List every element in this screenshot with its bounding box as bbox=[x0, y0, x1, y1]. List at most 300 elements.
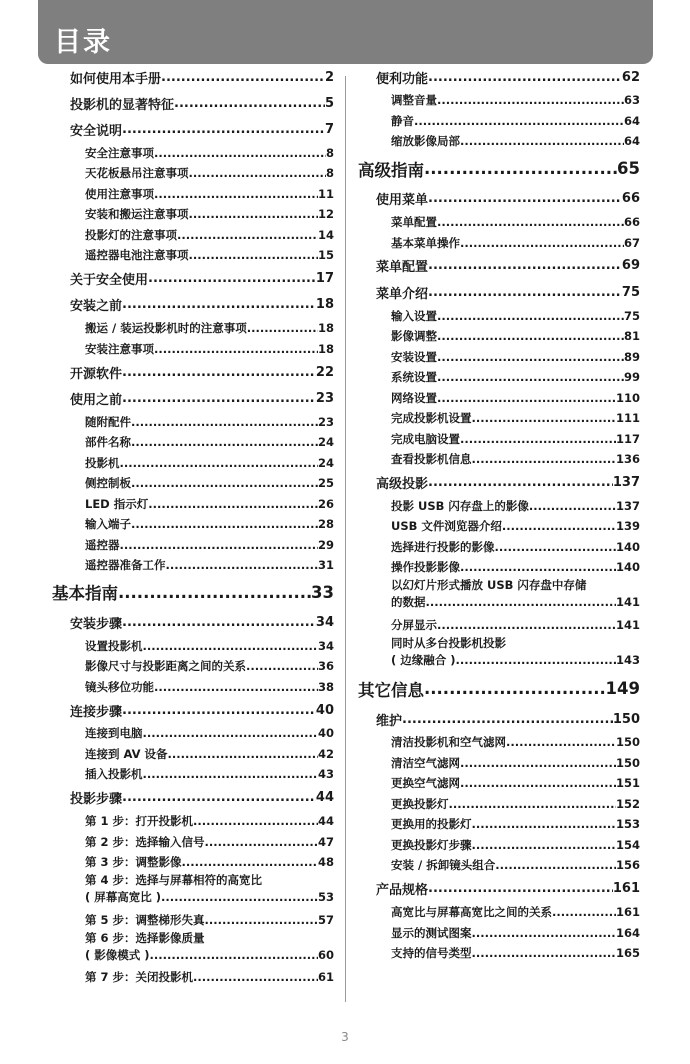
toc-entry[interactable] bbox=[358, 305, 640, 326]
dot-leader bbox=[189, 166, 326, 180]
toc-entry-title: 安装和搬运注意事项 bbox=[85, 207, 189, 222]
toc-entry-page: 62 bbox=[621, 69, 640, 85]
toc-entry-page: 140 bbox=[615, 560, 640, 575]
dot-leader bbox=[120, 538, 318, 552]
dot-leader bbox=[161, 890, 318, 904]
toc-entry[interactable] bbox=[358, 732, 640, 753]
toc-entry[interactable] bbox=[52, 452, 334, 473]
dot-leader bbox=[437, 329, 624, 343]
toc-entry-page: 25 bbox=[317, 476, 334, 491]
toc-entry-page: 34 bbox=[315, 614, 334, 630]
toc-entry-page: 28 bbox=[317, 517, 334, 532]
toc-entry-page: 44 bbox=[315, 790, 334, 806]
toc-entry[interactable] bbox=[358, 367, 640, 388]
dot-leader bbox=[428, 191, 622, 206]
toc-entry-title: 侧控制板 bbox=[85, 476, 131, 491]
toc-entry[interactable] bbox=[52, 930, 334, 967]
toc-entry-title-cont: 的数据 bbox=[391, 595, 426, 610]
toc-entry[interactable] bbox=[52, 385, 334, 411]
dot-leader bbox=[402, 712, 613, 727]
toc-entry-title: 菜单配置 bbox=[376, 260, 429, 276]
toc-entry-page: 161 bbox=[615, 905, 640, 920]
toc-entry-page: 153 bbox=[615, 817, 640, 832]
toc-entry-title: 镜头移位功能 bbox=[85, 679, 154, 694]
toc-entry[interactable] bbox=[358, 706, 640, 732]
toc-entry[interactable] bbox=[52, 116, 334, 142]
toc-entry-title: 关于安全使用 bbox=[70, 273, 149, 289]
toc-entry-title: 使用注意事项 bbox=[85, 186, 154, 201]
toc-entry[interactable] bbox=[52, 411, 334, 432]
toc-entry[interactable] bbox=[52, 831, 334, 852]
toc-entry-title: 更换投影灯步骤 bbox=[391, 837, 472, 852]
toc-entry[interactable] bbox=[358, 64, 640, 90]
dot-leader bbox=[182, 855, 318, 869]
toc-entry-title: 遥控器电池注意事项 bbox=[85, 248, 189, 263]
toc-entry-page: 53 bbox=[317, 890, 334, 905]
toc-entry[interactable] bbox=[52, 697, 334, 723]
dot-leader bbox=[437, 391, 616, 405]
toc-entry-title: 影像调整 bbox=[391, 329, 437, 343]
toc-entry-page: 165 bbox=[615, 946, 640, 961]
toc-entry-title: 产品规格 bbox=[376, 883, 429, 899]
toc-entry-title: 完成投影机设置 bbox=[391, 411, 472, 425]
toc-entry-page: 75 bbox=[623, 308, 640, 323]
toc-entry[interactable] bbox=[358, 557, 640, 578]
toc-entry-title: 基本指南 bbox=[52, 584, 118, 604]
toc-entry[interactable] bbox=[52, 555, 334, 576]
toc-entry-title: 第 7 步：关闭投影机 bbox=[85, 970, 194, 985]
toc-entry[interactable] bbox=[52, 534, 334, 555]
toc-entry[interactable] bbox=[52, 677, 334, 698]
toc-entry-title: 菜单介绍 bbox=[376, 286, 429, 302]
toc-section[interactable] bbox=[358, 672, 640, 706]
toc-entry[interactable] bbox=[358, 635, 640, 672]
dot-leader bbox=[502, 519, 616, 533]
dot-leader bbox=[495, 540, 616, 554]
toc-entry[interactable] bbox=[52, 245, 334, 266]
toc-entry-title: 安装设置 bbox=[391, 349, 437, 364]
toc-entry-title: 维护 bbox=[376, 713, 403, 729]
toc-entry-page: 38 bbox=[317, 679, 334, 694]
toc-entry-title: 查看投影机信息 bbox=[391, 452, 472, 466]
toc-entry-page: 137 bbox=[612, 474, 640, 490]
dot-leader bbox=[122, 790, 316, 805]
toc-entry[interactable] bbox=[358, 495, 640, 516]
dot-leader bbox=[131, 415, 318, 429]
toc-entry-title: 其它信息 bbox=[358, 680, 424, 700]
dot-leader bbox=[168, 747, 318, 761]
toc-entry[interactable] bbox=[358, 253, 640, 279]
toc-entry-title: 使用菜单 bbox=[376, 193, 429, 209]
dot-leader bbox=[472, 946, 616, 960]
dot-leader bbox=[143, 767, 318, 781]
dot-leader bbox=[166, 558, 318, 572]
toc-entry[interactable] bbox=[358, 428, 640, 449]
toc-entry-title: 调整音量 bbox=[391, 93, 437, 108]
toc-entry-title: LED 指示灯 bbox=[85, 496, 149, 511]
toc-entry[interactable] bbox=[52, 852, 334, 873]
toc-entry-page: 81 bbox=[623, 329, 640, 343]
toc-entry-page: 43 bbox=[317, 767, 334, 782]
toc-entry[interactable] bbox=[358, 469, 640, 495]
toc-entry[interactable] bbox=[358, 232, 640, 253]
toc-entry-page: 150 bbox=[615, 755, 640, 770]
toc-entry[interactable] bbox=[52, 318, 334, 339]
dot-leader bbox=[131, 476, 318, 490]
toc-right-column bbox=[358, 64, 640, 963]
toc-entry[interactable] bbox=[52, 636, 334, 657]
toc-entry-title: 输入端子 bbox=[85, 517, 131, 532]
dot-leader bbox=[189, 207, 318, 221]
toc-entry-page: 156 bbox=[615, 858, 640, 873]
dot-leader bbox=[437, 350, 624, 364]
toc-entry-title: 第 1 步：打开投影机 bbox=[85, 814, 194, 829]
toc-entry[interactable] bbox=[358, 922, 640, 943]
toc-entry-title: 第 4 步：选择与屏幕相符的高宽比 bbox=[85, 873, 263, 888]
toc-entry-title: 安装 / 拆卸镜头组合 bbox=[391, 858, 496, 873]
toc-entry-page: 137 bbox=[615, 498, 640, 513]
toc-entry-page: 117 bbox=[615, 431, 640, 446]
toc-entry-title: 基本菜单操作 bbox=[391, 235, 460, 250]
dot-leader bbox=[428, 881, 613, 896]
toc-entry-title: 投影步骤 bbox=[70, 792, 123, 808]
dot-leader bbox=[177, 228, 318, 242]
dot-leader bbox=[460, 776, 616, 790]
dot-leader bbox=[174, 96, 325, 111]
toc-entry-page: 161 bbox=[612, 881, 640, 897]
toc-entry-title: 分屏显示 bbox=[391, 617, 437, 632]
toc-entry[interactable] bbox=[358, 773, 640, 794]
toc-entry-page: 40 bbox=[315, 702, 334, 718]
dot-leader bbox=[148, 271, 316, 286]
toc-entry-title: USB 文件浏览器介绍 bbox=[391, 519, 502, 534]
toc-entry-title: 便利功能 bbox=[376, 71, 429, 87]
dot-leader bbox=[414, 114, 624, 128]
dot-leader bbox=[472, 838, 616, 852]
toc-entry[interactable] bbox=[52, 744, 334, 765]
toc-entry-title: 安装注意事项 bbox=[85, 341, 154, 356]
toc-entry-title: 投影灯的注意事项 bbox=[85, 227, 177, 242]
toc-entry[interactable] bbox=[52, 514, 334, 535]
dot-leader bbox=[161, 70, 325, 85]
toc-entry-title: 遥控器 bbox=[85, 537, 120, 552]
toc-entry-title: 显示的测试图案 bbox=[391, 925, 472, 940]
toc-entry-title: 安全注意事项 bbox=[85, 145, 154, 160]
toc-entry[interactable] bbox=[52, 338, 334, 359]
dot-leader bbox=[131, 517, 318, 531]
toc-entry-page: 36 bbox=[317, 659, 334, 674]
toc-entry-page: 63 bbox=[623, 93, 640, 108]
toc-entry-page: 75 bbox=[621, 284, 640, 300]
toc-entry[interactable] bbox=[52, 872, 334, 909]
toc-entry-page: 149 bbox=[605, 679, 640, 699]
toc-entry-title: 遥控器准备工作 bbox=[85, 558, 166, 573]
toc-entry[interactable] bbox=[358, 614, 640, 635]
toc-entry-page: 111 bbox=[615, 411, 640, 425]
toc-entry-page: 40 bbox=[317, 726, 334, 741]
dot-leader bbox=[456, 653, 616, 667]
toc-entry[interactable] bbox=[358, 794, 640, 815]
toc-entry-page: 24 bbox=[317, 455, 334, 470]
dot-leader bbox=[437, 309, 624, 323]
toc-entry[interactable] bbox=[358, 111, 640, 132]
dot-leader bbox=[247, 321, 318, 335]
dot-leader bbox=[472, 452, 616, 466]
toc-entry-title: 更换用的投影灯 bbox=[391, 817, 472, 832]
toc-entry-title: 操作投影影像 bbox=[391, 560, 460, 575]
toc-entry-title: 连接步骤 bbox=[70, 704, 123, 720]
dot-leader bbox=[426, 595, 616, 609]
toc-entry[interactable] bbox=[358, 753, 640, 774]
toc-entry-page: 154 bbox=[615, 837, 640, 852]
toc-entry-title-cont: ( 屏幕高宽比 ) bbox=[85, 890, 162, 905]
toc-entry[interactable] bbox=[52, 473, 334, 494]
toc-entry-page: 26 bbox=[317, 496, 334, 511]
toc-entry[interactable] bbox=[358, 212, 640, 233]
toc-entry[interactable] bbox=[358, 131, 640, 152]
toc-entry-page: 66 bbox=[623, 215, 640, 230]
dot-leader bbox=[424, 679, 606, 698]
toc-entry[interactable] bbox=[52, 163, 334, 184]
toc-entry-title: 影像尺寸与投影距离之间的关系 bbox=[85, 659, 246, 674]
toc-entry-page: 139 bbox=[615, 519, 640, 534]
toc-entry-title: 天花板悬吊注意事项 bbox=[85, 166, 189, 181]
toc-entry[interactable] bbox=[358, 855, 640, 876]
toc-entry[interactable] bbox=[52, 493, 334, 514]
toc-entry-page: 23 bbox=[317, 414, 334, 429]
toc-entry-page: 110 bbox=[615, 390, 640, 405]
dot-leader bbox=[529, 499, 616, 513]
dot-leader bbox=[437, 370, 624, 384]
dot-leader bbox=[437, 93, 624, 107]
toc-entry-title: 支持的信号类型 bbox=[391, 946, 472, 961]
toc-entry-page: 57 bbox=[317, 912, 334, 927]
dot-leader bbox=[460, 560, 616, 574]
dot-leader bbox=[472, 817, 616, 831]
toc-entry[interactable] bbox=[52, 811, 334, 832]
toc-entry-title: 设置投影机 bbox=[85, 638, 143, 653]
toc-entry-page: 8 bbox=[325, 145, 334, 160]
toc-entry-title-cont: ( 影像模式 ) bbox=[85, 947, 150, 962]
toc-entry-page: 89 bbox=[623, 349, 640, 364]
toc-entry-page: 31 bbox=[317, 558, 334, 573]
toc-entry-page: 69 bbox=[621, 258, 640, 274]
toc-entry[interactable] bbox=[52, 90, 334, 116]
toc-entry-page: 22 bbox=[315, 364, 334, 380]
toc-entry-page: 141 bbox=[615, 617, 640, 632]
toc-entry-page: 140 bbox=[615, 539, 640, 554]
toc-entry[interactable] bbox=[358, 326, 640, 347]
dot-leader bbox=[122, 615, 316, 630]
toc-entry-title: 清洁投影机和空气滤网 bbox=[391, 735, 506, 750]
dot-leader bbox=[189, 248, 318, 262]
toc-entry-page: 64 bbox=[623, 134, 640, 149]
toc-entry-page: 24 bbox=[317, 435, 334, 450]
dot-leader bbox=[246, 659, 318, 673]
toc-entry-page: 48 bbox=[317, 855, 334, 870]
dot-leader bbox=[495, 858, 616, 872]
dot-leader bbox=[193, 970, 318, 984]
toc-entry[interactable] bbox=[52, 204, 334, 225]
toc-entry-page: 164 bbox=[615, 925, 640, 940]
toc-entry-title: 第 2 步：选择输入信号 bbox=[85, 834, 205, 849]
dot-leader bbox=[148, 497, 318, 511]
toc-entry-page: 5 bbox=[324, 95, 334, 111]
dot-leader bbox=[154, 146, 326, 160]
toc-entry-page: 33 bbox=[311, 582, 334, 602]
toc-entry-page: 23 bbox=[315, 390, 334, 406]
toc-entry[interactable] bbox=[52, 764, 334, 785]
dot-leader bbox=[193, 814, 318, 828]
toc-entry-title: 随附配件 bbox=[85, 414, 131, 429]
toc-entry[interactable] bbox=[358, 90, 640, 111]
dot-leader bbox=[150, 948, 318, 962]
dot-leader bbox=[428, 475, 613, 490]
toc-entry-title: 第 3 步：调整影像 bbox=[85, 855, 182, 870]
toc-entry[interactable] bbox=[52, 656, 334, 677]
dot-leader bbox=[460, 236, 624, 250]
toc-entry-page: 34 bbox=[317, 638, 334, 653]
toc-entry-page: 47 bbox=[317, 834, 334, 849]
dot-leader bbox=[205, 913, 318, 927]
toc-entry-title: 投影机 bbox=[85, 455, 120, 470]
toc-entry-title: 清洁空气滤网 bbox=[391, 755, 460, 770]
toc-entry-page: 151 bbox=[615, 776, 640, 791]
toc-entry-title: 以幻灯片形式播放 USB 闪存盘中存储 bbox=[391, 578, 587, 593]
dot-leader bbox=[122, 703, 316, 718]
dot-leader bbox=[428, 285, 622, 300]
toc-entry-page: 17 bbox=[315, 271, 334, 287]
column-divider bbox=[345, 76, 346, 1002]
toc-entry[interactable] bbox=[52, 609, 334, 635]
toc-entry-page: 11 bbox=[317, 186, 334, 201]
toc-entry-title: 菜单配置 bbox=[391, 215, 437, 230]
dot-leader bbox=[460, 756, 616, 770]
toc-entry[interactable] bbox=[52, 225, 334, 246]
toc-entry[interactable] bbox=[52, 967, 334, 988]
toc-entry[interactable] bbox=[52, 184, 334, 205]
toc-entry-page: 44 bbox=[317, 814, 334, 829]
toc-entry-page: 61 bbox=[317, 970, 334, 985]
toc-entry[interactable] bbox=[358, 943, 640, 964]
toc-entry-page: 29 bbox=[317, 537, 334, 552]
toc-section[interactable] bbox=[358, 152, 640, 186]
page-number: 3 bbox=[341, 1030, 349, 1044]
toc-section[interactable] bbox=[52, 575, 334, 609]
dot-leader bbox=[428, 70, 622, 85]
dot-leader bbox=[122, 122, 325, 137]
toc-entry-title: 如何使用本手册 bbox=[70, 71, 162, 87]
toc-entry-title: 同时从多台投影机投影 bbox=[391, 635, 506, 650]
toc-entry-page: 8 bbox=[325, 166, 334, 181]
dot-leader bbox=[131, 435, 318, 449]
toc-entry-title: 完成电脑设置 bbox=[391, 431, 460, 446]
toc-entry[interactable] bbox=[358, 902, 640, 923]
dot-leader bbox=[122, 391, 316, 406]
toc-entry-title: 连接到 AV 设备 bbox=[85, 746, 168, 761]
toc-entry[interactable] bbox=[52, 64, 334, 90]
toc-entry-page: 18 bbox=[317, 341, 334, 356]
dot-leader bbox=[460, 432, 616, 446]
toc-entry-page: 136 bbox=[615, 452, 640, 466]
dot-leader bbox=[154, 187, 318, 201]
toc-entry[interactable] bbox=[358, 876, 640, 902]
toc-entry-page: 15 bbox=[317, 248, 334, 263]
toc-entry[interactable] bbox=[358, 814, 640, 835]
toc-entry[interactable] bbox=[358, 279, 640, 305]
dot-leader bbox=[472, 411, 616, 425]
toc-entry[interactable] bbox=[52, 266, 334, 292]
toc-entry-title: 投影机的显著特征 bbox=[70, 97, 175, 113]
toc-entry[interactable] bbox=[358, 186, 640, 212]
toc-entry-page: 60 bbox=[317, 947, 334, 962]
toc-entry-page: 64 bbox=[623, 113, 640, 128]
toc-entry-title: 更换投影灯 bbox=[391, 796, 449, 811]
toc-entry-title: 高级指南 bbox=[358, 160, 424, 180]
toc-entry-title: 第 6 步：选择影像质量 bbox=[85, 930, 205, 945]
toc-entry-page: 67 bbox=[623, 235, 640, 250]
page-title: 目录 bbox=[54, 27, 112, 58]
toc-entry-page: 18 bbox=[317, 321, 334, 336]
toc-entry[interactable] bbox=[52, 359, 334, 385]
toc-entry-page: 65 bbox=[617, 159, 640, 179]
toc-entry-title: 安装之前 bbox=[70, 299, 123, 315]
toc-entry-title: 安装步骤 bbox=[70, 616, 123, 632]
toc-entry-title: 选择进行投影的影像 bbox=[391, 539, 495, 554]
dot-leader bbox=[143, 639, 318, 653]
toc-entry-title: 部件名称 bbox=[85, 435, 131, 450]
toc-entry[interactable] bbox=[358, 516, 640, 537]
toc-entry-page: 143 bbox=[615, 652, 640, 667]
toc-entry[interactable] bbox=[358, 408, 640, 429]
dot-leader bbox=[506, 735, 616, 749]
dot-leader bbox=[472, 926, 616, 940]
toc-entry[interactable] bbox=[358, 835, 640, 856]
toc-entry[interactable] bbox=[358, 536, 640, 557]
toc-entry-title: 高宽比与屏幕高宽比之间的关系 bbox=[391, 905, 552, 920]
toc-entry[interactable] bbox=[358, 387, 640, 408]
dot-leader bbox=[143, 726, 318, 740]
toc-entry-page: 2 bbox=[324, 69, 334, 85]
toc-entry-page: 66 bbox=[621, 191, 640, 207]
dot-leader bbox=[154, 680, 318, 694]
toc-entry[interactable] bbox=[52, 143, 334, 164]
dot-leader bbox=[122, 297, 316, 312]
toc-entry[interactable] bbox=[52, 785, 334, 811]
toc-entry-page: 18 bbox=[315, 297, 334, 313]
toc-entry[interactable] bbox=[358, 577, 640, 614]
toc-entry-title: 连接到电脑 bbox=[85, 726, 143, 741]
toc-left-column bbox=[52, 64, 334, 987]
toc-entry-title: 投影 USB 闪存盘上的影像 bbox=[391, 498, 529, 513]
toc-entry[interactable] bbox=[358, 449, 640, 470]
toc-entry[interactable] bbox=[52, 432, 334, 453]
toc-entry-title: 第 5 步：调整梯形失真 bbox=[85, 912, 205, 927]
toc-entry[interactable] bbox=[52, 723, 334, 744]
dot-leader bbox=[122, 365, 316, 380]
dot-leader bbox=[424, 159, 617, 178]
toc-entry[interactable] bbox=[52, 909, 334, 930]
toc-header-bar bbox=[38, 0, 653, 64]
toc-entry[interactable] bbox=[52, 292, 334, 318]
dot-leader bbox=[437, 618, 616, 632]
toc-entry-page: 12 bbox=[317, 207, 334, 222]
toc-entry-title: 搬运 / 装运投影机时的注意事项 bbox=[85, 321, 247, 336]
toc-entry-title: 静音 bbox=[391, 113, 414, 128]
toc-entry[interactable] bbox=[358, 346, 640, 367]
toc-entry-title: 安全说明 bbox=[70, 123, 123, 139]
dot-leader bbox=[437, 215, 624, 229]
